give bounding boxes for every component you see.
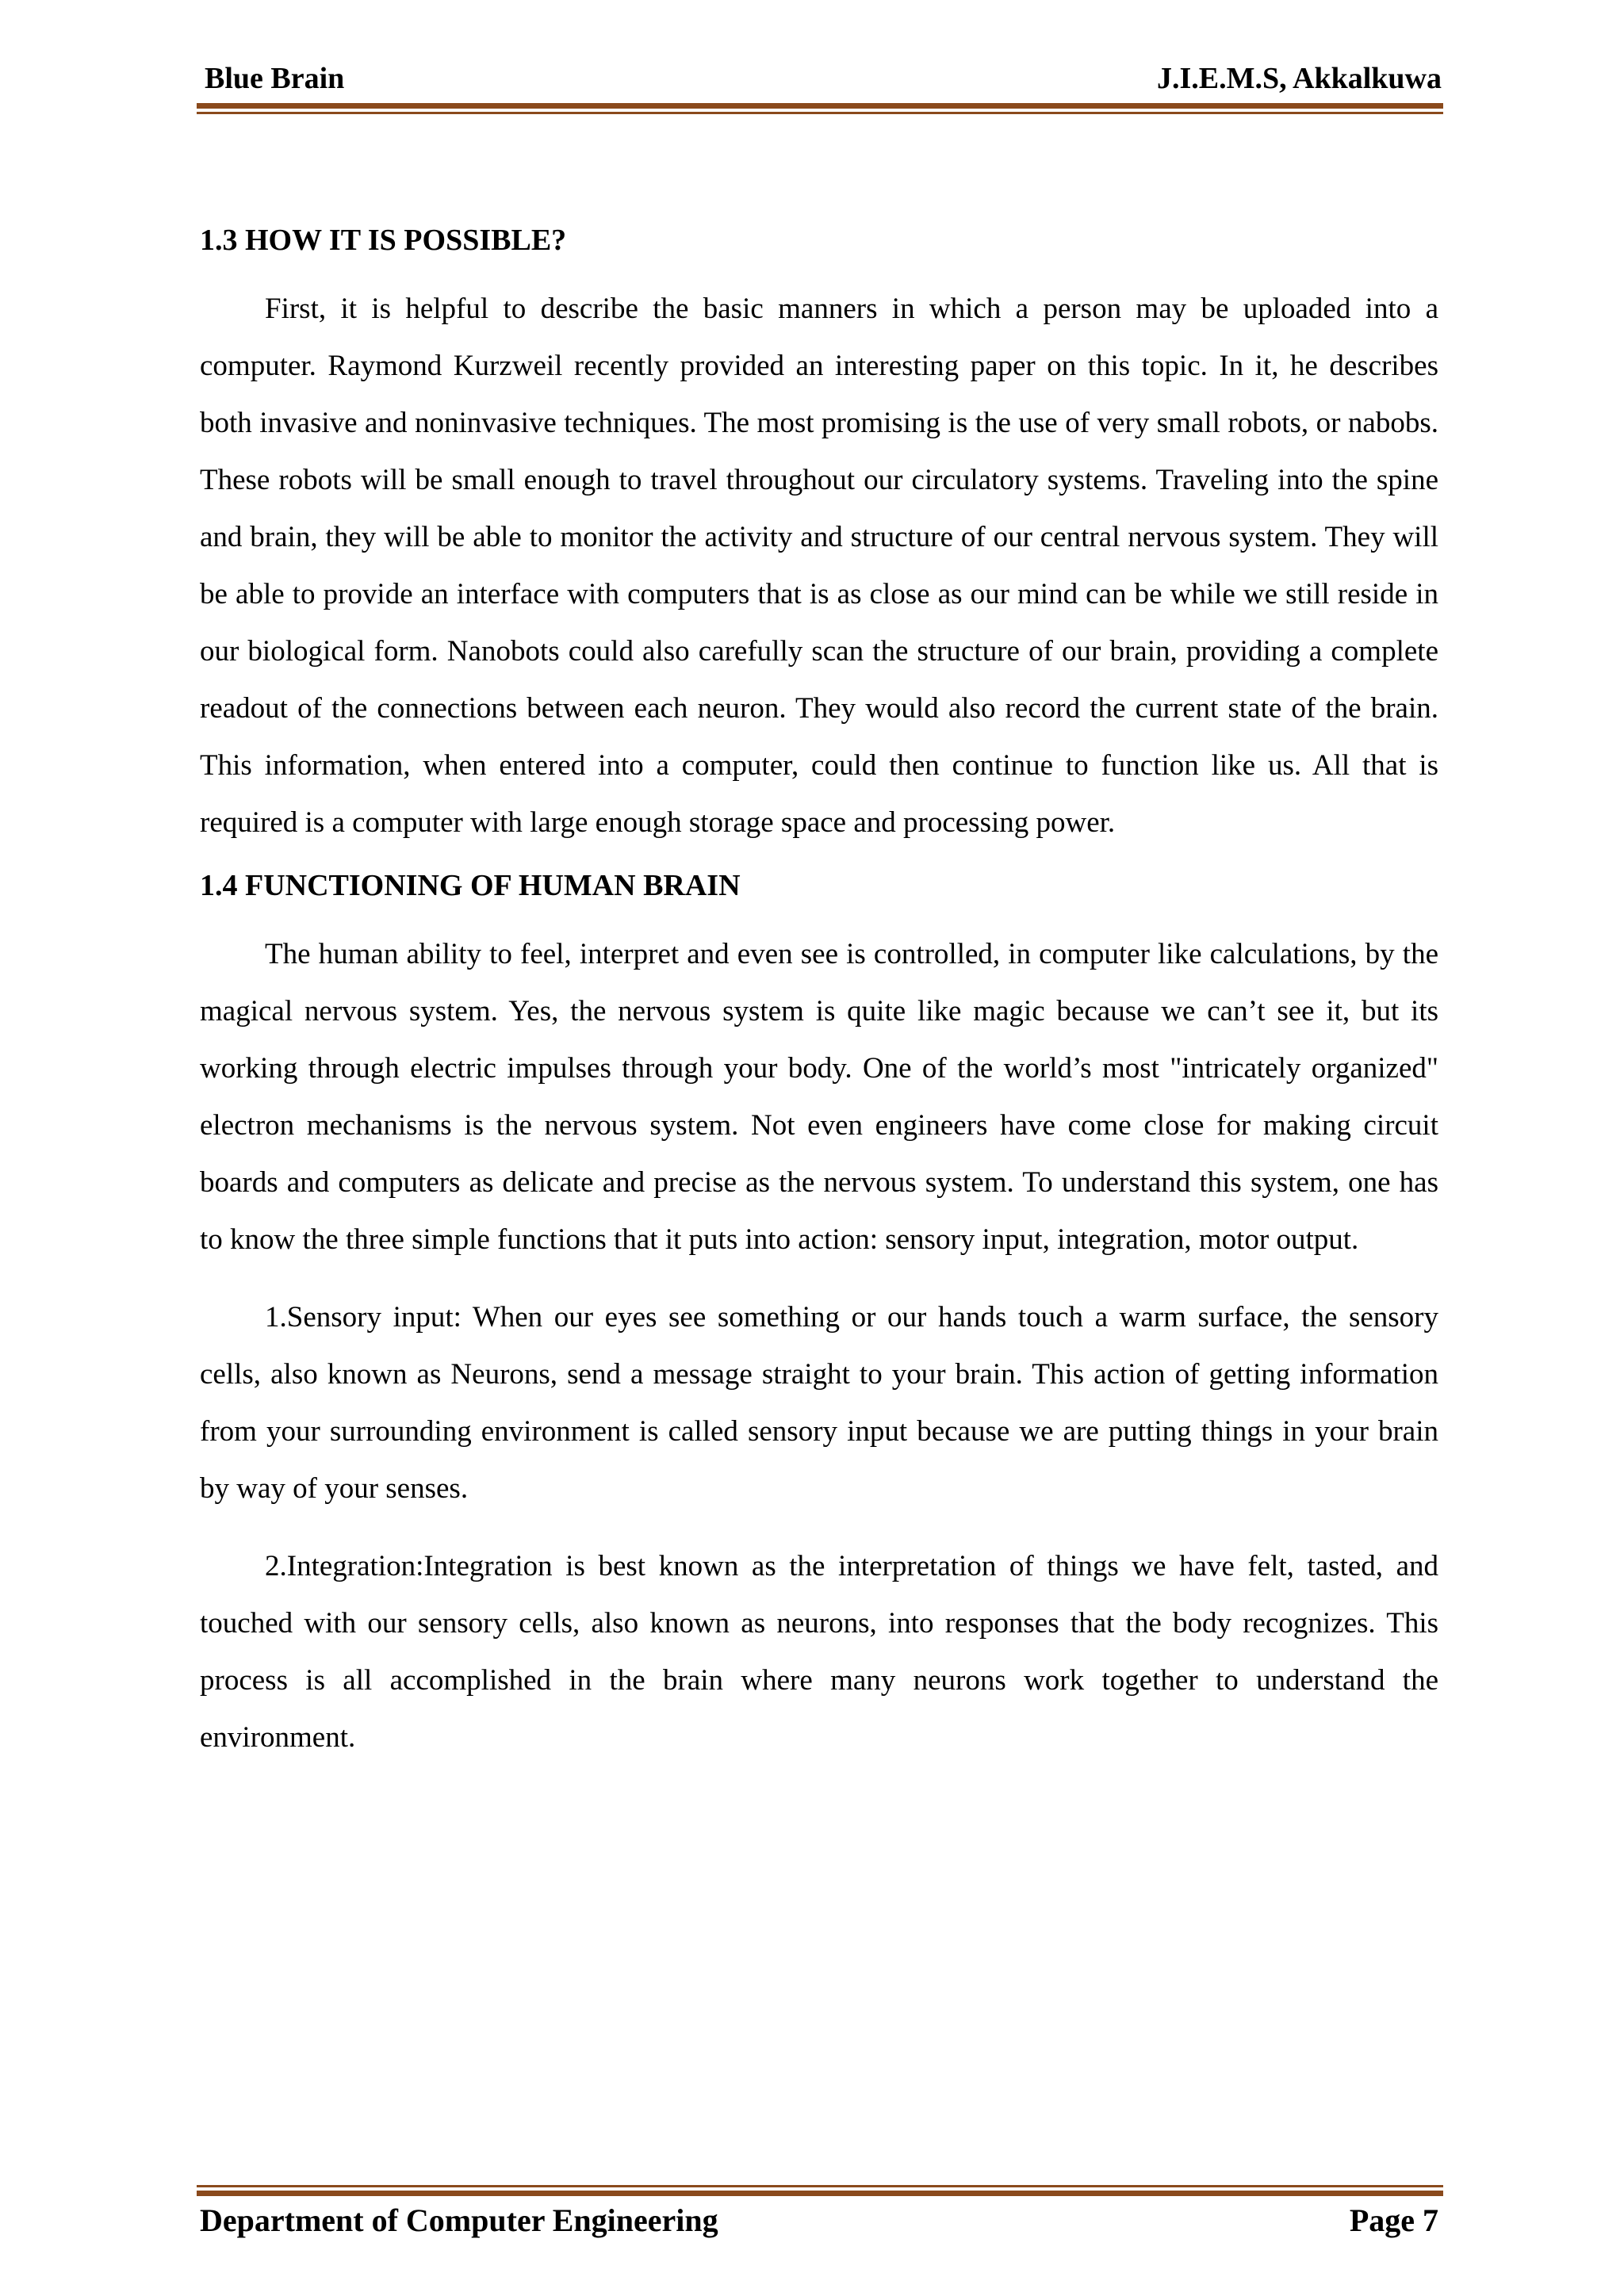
footer-rule-thin [197, 2185, 1443, 2187]
paragraph-integration: 2.Integration:Integration is best known as the interpretation of things we have felt, tasted, and touched with our sensory cells, also known as neurons, into responses that the body recognizes. This process is all accomplished in the brain where many neurons work together to understand the environment. [200, 1550, 1438, 1754]
header-rule-thin [197, 112, 1443, 114]
header-title: Blue Brain [205, 62, 345, 95]
page-header [205, 55, 1442, 103]
header-institution: J.I.E.M.S, Akkalkuwa [1156, 62, 1442, 95]
page-number: Page 7 [1349, 2202, 1438, 2238]
page-footer [200, 2201, 1438, 2245]
paragraph: The human ability to feel, interpret and even see is controlled, in computer like calculations, by the magical nervous system. Yes, the nervous system is quite like magic because we can’t see it, but its working through electric impulses through your body. One of the world’s most "intricately organized" electron mechanisms is the nervous system. Not even engineers have come close for making circuit boards and computers as delicate and precise as the nervous system. To understand this system, one has to know the three simple functions that it puts into action: sensory input, integration, motor output. [200, 938, 1438, 1256]
paragraph: First, it is helpful to describe the basic manners in which a person may be uploaded into a computer. Raymond Kurzweil recently provided an interesting paper on this topic. In it, he describes both invasive and noninvasive techniques. The most promising is the use of very small robots, or nabobs. These robots will be small enough to travel throughout our circulatory systems. Traveling into the spine and brain, they will be able to monitor the activity and structure of our central nervous system. They will be able to provide an interface with computers that is as close as our mind can be while we still reside in our biological form. Nanobots could also carefully scan the structure of our brain, providing a complete readout of the connections between each neuron. They would also record the current state of the brain. This information, when entered into a computer, could then continue to function like us. All that is required is a computer with large enough storage space and processing power. [200, 293, 1438, 839]
section-heading: 1.4 FUNCTIONING OF HUMAN BRAIN [200, 869, 741, 902]
section-heading: 1.3 HOW IT IS POSSIBLE? [200, 224, 567, 257]
page-body [200, 222, 1438, 1766]
footer-department: Department of Computer Engineering [200, 2202, 718, 2238]
footer-rule-thick [197, 2191, 1443, 2196]
paragraph-sensory-input: 1.Sensory input: When our eyes see something or our hands touch a warm surface, the sensory cells, also known as Neurons, send a message straight to your brain. This action of getting information from your surrounding environment is called sensory input because we are putting things in your brain by way of your senses. [200, 1301, 1438, 1505]
header-rule-thick [197, 103, 1443, 109]
